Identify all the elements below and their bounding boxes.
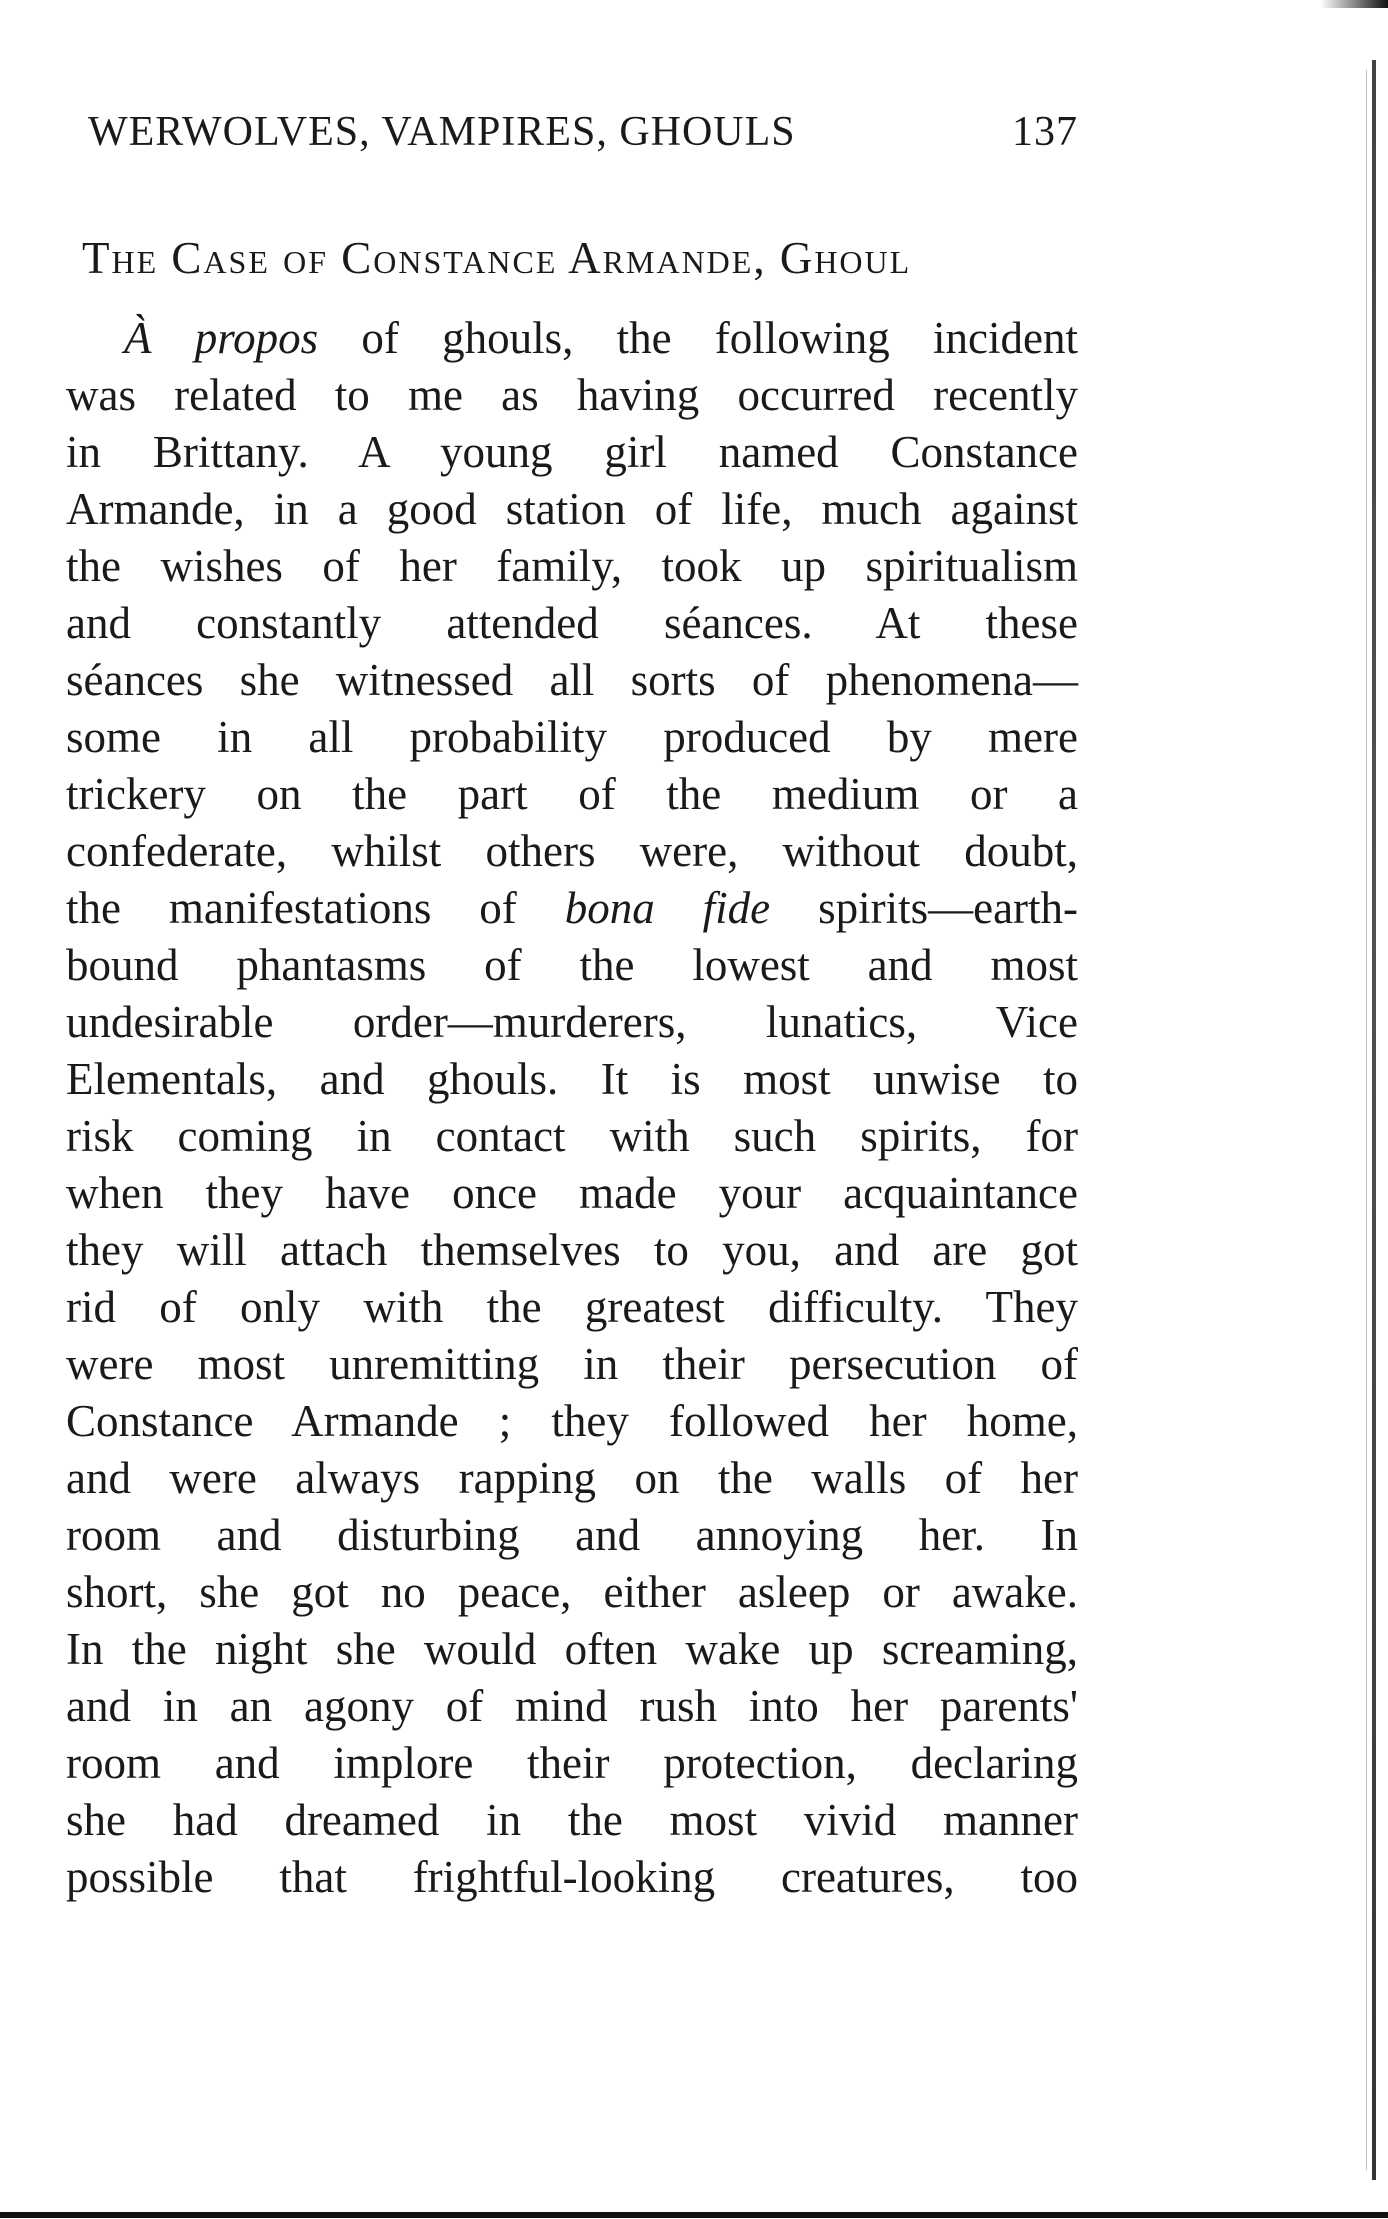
text-line: and constantly attended séances. At these	[66, 598, 1078, 648]
text-line: confederate, whilst others were, without doubt,	[66, 826, 1078, 876]
running-head-title: WERWOLVES, VAMPIRES, GHOULS	[88, 109, 796, 155]
text-line: rid of only with the greatest difficulty. They	[66, 1282, 1078, 1332]
text-line: and in an agony of mind rush into her parents'	[66, 1681, 1078, 1731]
text-line: room and disturbing and annoying her. In	[66, 1510, 1078, 1560]
text-line: possible that frightful-looking creatures, too	[66, 1852, 1078, 1902]
text-line: was related to me as having occurred recently	[66, 370, 1078, 420]
text-line: séances she witnessed all sorts of phenomena—	[66, 655, 1078, 705]
page-edge-right	[1372, 60, 1376, 2180]
lead-phrase: À propos	[124, 313, 319, 363]
text-line: bound phantasms of the lowest and most	[66, 940, 1078, 990]
text-line: when they have once made your acquaintance	[66, 1168, 1078, 1218]
text-line: In the night she would often wake up screaming,	[66, 1624, 1078, 1674]
section-title: The Case of Constance Armande, Ghoul	[82, 233, 912, 283]
page-edge-bottom	[0, 2212, 1388, 2218]
page-edge-right-inner	[1366, 70, 1367, 2170]
text-line: the wishes of her family, took up spiritualism	[66, 541, 1078, 591]
text-line: Armande, in a good station of life, much against	[66, 484, 1078, 534]
text-line: trickery on the part of the medium or a	[66, 769, 1078, 819]
text-line: they will attach themselves to you, and are got	[66, 1225, 1078, 1275]
text-line: short, she got no peace, either asleep or awake.	[66, 1567, 1078, 1617]
page-edge-top	[1320, 0, 1388, 8]
text-line	[66, 880, 1078, 937]
text-span: of ghouls, the following incident	[318, 313, 1079, 363]
running-head	[88, 108, 1078, 168]
text-line: room and implore their protection, declaring	[66, 1738, 1078, 1788]
text-line: undesirable order—murderers, lunatics, Vice	[66, 997, 1078, 1047]
body-paragraph	[66, 310, 1078, 1906]
text-line: Constance Armande ; they followed her home,	[66, 1396, 1078, 1446]
text-line: some in all probability produced by mere	[66, 712, 1078, 762]
text-line: were most unremitting in their persecution of	[66, 1339, 1078, 1389]
page-number: 137	[1012, 109, 1078, 155]
text-line: she had dreamed in the most vivid manner	[66, 1795, 1078, 1845]
text-span: spirits—earth-	[770, 883, 1079, 933]
text-line	[66, 310, 1078, 367]
text-span: the manifestations of	[66, 883, 565, 933]
text-line: and were always rapping on the walls of her	[66, 1453, 1078, 1503]
text-line: in Brittany. A young girl named Constance	[66, 427, 1078, 477]
text-line: Elementals, and ghouls. It is most unwise to	[66, 1054, 1078, 1104]
text-line: risk coming in contact with such spirits, for	[66, 1111, 1078, 1161]
italic-phrase: bona fide	[564, 883, 771, 933]
